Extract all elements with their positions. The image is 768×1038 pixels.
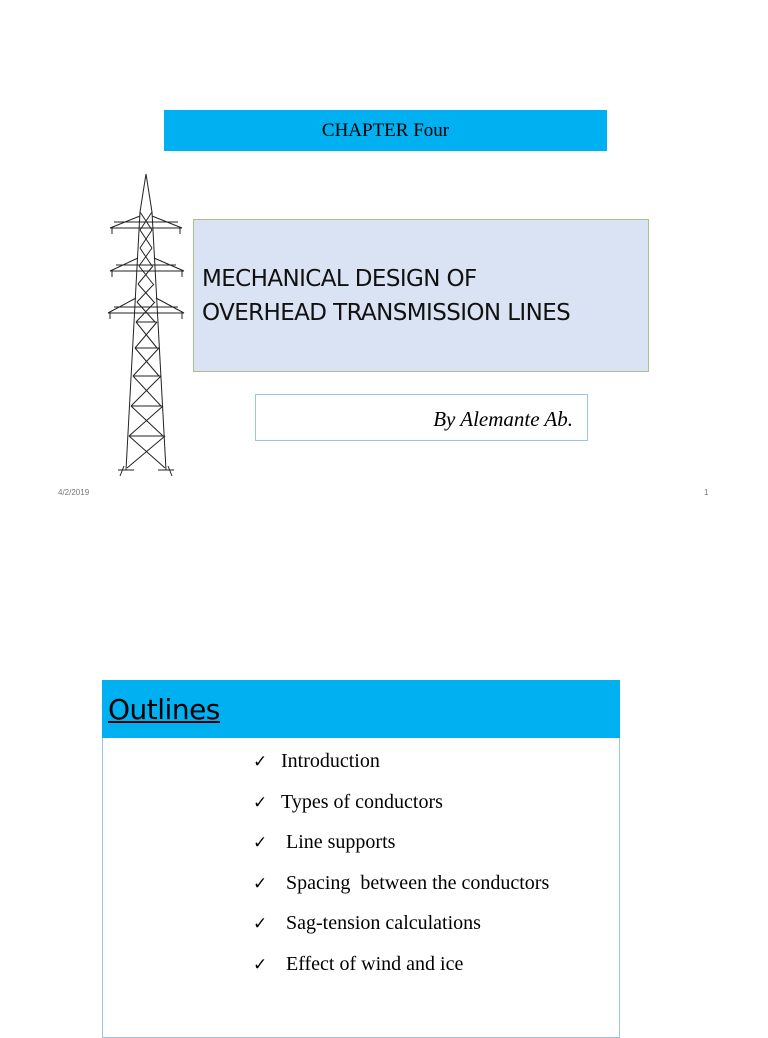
checkmark-icon: ✓ <box>253 954 268 975</box>
chapter-label: CHAPTER Four <box>321 119 450 141</box>
author-name: By Alemante Ab. <box>433 407 573 431</box>
checkmark-icon: ✓ <box>253 752 268 772</box>
slide-number: 1 <box>704 488 709 497</box>
author-box <box>255 394 588 441</box>
list-item <box>253 831 549 872</box>
checkmark-icon: ✓ <box>253 833 268 854</box>
list-item <box>253 750 549 791</box>
checkmark-icon: ✓ <box>253 792 268 813</box>
checkmark-icon: ✓ <box>253 873 268 894</box>
list-item <box>253 953 549 994</box>
list-item-text: Spacing between the conductors <box>281 871 550 894</box>
slide-date: 4/2/2019 <box>58 488 90 497</box>
list-item-text: Line supports <box>281 831 396 854</box>
list-item <box>253 872 549 913</box>
list-item-text: Effect of wind and ice <box>281 952 464 975</box>
outline-body <box>102 738 620 1038</box>
chapter-banner <box>164 110 607 151</box>
transmission-tower-icon <box>104 170 188 482</box>
title-line-2: OVERHEAD TRANSMISSION LINES <box>202 299 571 326</box>
list-item <box>253 791 549 832</box>
list-item <box>253 912 549 953</box>
list-item-text: Introduction <box>281 750 380 772</box>
title-slide <box>0 0 768 512</box>
outline-list <box>253 750 549 994</box>
checkmark-icon: ✓ <box>253 914 268 935</box>
outline-slide <box>0 512 768 1024</box>
title-box <box>193 219 649 372</box>
list-item-text: Sag-tension calculations <box>281 912 481 935</box>
outline-heading: Outlines <box>108 692 220 726</box>
outline-header <box>102 680 620 738</box>
list-item-text: Types of conductors <box>281 790 443 813</box>
title-line-1: MECHANICAL DESIGN OF <box>202 265 477 292</box>
